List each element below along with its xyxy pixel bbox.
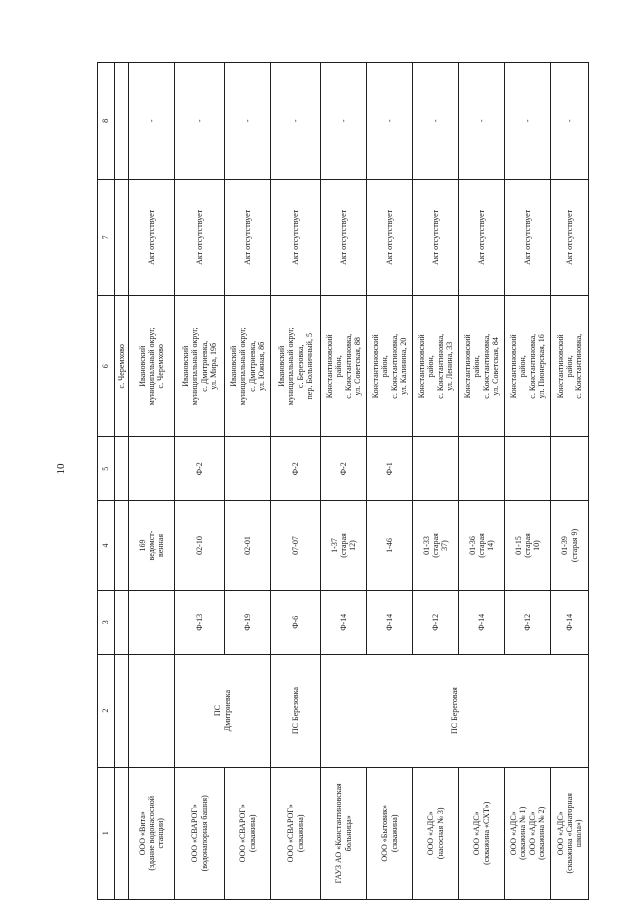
phase-cell: Ф-2 bbox=[321, 437, 367, 501]
phase-cell bbox=[505, 437, 551, 501]
column-number-row bbox=[98, 63, 115, 900]
note-cell: - bbox=[129, 63, 175, 180]
code-cell: 01-15 (старая 10) bbox=[505, 500, 551, 590]
table-row bbox=[459, 63, 505, 900]
column-number: 5 bbox=[98, 437, 115, 501]
note-cell: - bbox=[175, 63, 225, 180]
note-cell: - bbox=[505, 63, 551, 180]
code-cell: 1-37 (старая 12) bbox=[321, 500, 367, 590]
table-row bbox=[225, 63, 271, 900]
substation-cell: ПС Дмитриевка bbox=[175, 654, 271, 767]
address-cell: Константиновский район, с. Константиновка, ул. Ленина, 33 bbox=[413, 296, 459, 437]
feeder-cell: Ф-19 bbox=[225, 591, 271, 655]
code-cell: 02-01 bbox=[225, 500, 271, 590]
data-table-rotated bbox=[97, 62, 584, 900]
table-row bbox=[129, 63, 175, 900]
note-cell: - bbox=[271, 63, 321, 180]
table-row bbox=[321, 63, 367, 900]
act-cell: Акт отсутствует bbox=[175, 179, 225, 296]
column-number: 4 bbox=[98, 500, 115, 590]
feeder-cell: Ф-14 bbox=[459, 591, 505, 655]
act-cell: Акт отсутствует bbox=[271, 179, 321, 296]
note-cell: - bbox=[551, 63, 589, 180]
act-cell: Акт отсутствует bbox=[551, 179, 589, 296]
phase-cell: Ф-1 bbox=[367, 437, 413, 501]
column-number: 2 bbox=[98, 654, 115, 767]
act-cell: Акт отсутствует bbox=[459, 179, 505, 296]
note-cell: - bbox=[413, 63, 459, 180]
address-cell: Ивановский муниципальный округ, с. Березовка, пер. Больничный, 5 bbox=[271, 296, 321, 437]
act-cell: Акт отсутствует bbox=[225, 179, 271, 296]
table-row bbox=[271, 63, 321, 900]
code-cell: 1-46 bbox=[367, 500, 413, 590]
org-cell: ООО «АДС» (скважина № 1) ООО «АДС» (скважина № 2) bbox=[505, 767, 551, 899]
table-row bbox=[175, 63, 225, 900]
phase-cell bbox=[413, 437, 459, 501]
feeder-cell: Ф-13 bbox=[175, 591, 225, 655]
table-row bbox=[551, 63, 589, 900]
table-row bbox=[367, 63, 413, 900]
phase-cell bbox=[225, 437, 271, 501]
address-cell: Константиновский район, с. Константиновка, ул. Калинина, 20 bbox=[367, 296, 413, 437]
continuation-row bbox=[115, 63, 129, 900]
data-table bbox=[97, 62, 589, 900]
address-cell: Константиновский район, с. Константиновка, ул. Советская, 84 bbox=[459, 296, 505, 437]
feeder-cell: Ф-12 bbox=[505, 591, 551, 655]
org-cell: ООО «Вита» (здание водонасосной станции) bbox=[129, 767, 175, 899]
address-cell: Константиновский район, с. Константиновка, bbox=[551, 296, 589, 437]
phase-cell bbox=[551, 437, 589, 501]
org-cell: ГАУЗ АО «Константиновская больница» bbox=[321, 767, 367, 899]
substation-cell: ПС Березовка bbox=[271, 654, 321, 767]
phase-cell: Ф-2 bbox=[175, 437, 225, 501]
act-cell: Акт отсутствует bbox=[367, 179, 413, 296]
org-cell: ООО «АДС» (скважина «Санаторная школа») bbox=[551, 767, 589, 899]
continued-locality: с. Черемхово bbox=[115, 296, 129, 437]
column-number: 3 bbox=[98, 591, 115, 655]
note-cell: - bbox=[459, 63, 505, 180]
org-cell: ООО «АДС» (насосная № 3) bbox=[413, 767, 459, 899]
feeder-cell: Ф-14 bbox=[551, 591, 589, 655]
note-cell: - bbox=[225, 63, 271, 180]
address-cell: Ивановский муниципальный округ, с. Черемхово bbox=[129, 296, 175, 437]
substation-cell: ПС Береговая bbox=[321, 654, 589, 767]
code-cell: 01-36 (старая 14) bbox=[459, 500, 505, 590]
org-cell: ООО «СВАРОГ» (скважина) bbox=[225, 767, 271, 899]
phase-cell bbox=[129, 437, 175, 501]
column-number: 1 bbox=[98, 767, 115, 899]
table-row bbox=[505, 63, 551, 900]
note-cell: - bbox=[321, 63, 367, 180]
table-row bbox=[413, 63, 459, 900]
feeder-cell: Ф-12 bbox=[413, 591, 459, 655]
act-cell: Акт отсутствует bbox=[129, 179, 175, 296]
code-cell: 01-39 (старая 9) bbox=[551, 500, 589, 590]
address-cell: Ивановский муниципальный округ, с. Дмитриевка, ул. Южная, 8б bbox=[225, 296, 271, 437]
act-cell: Акт отсутствует bbox=[321, 179, 367, 296]
code-cell: 169 ведомст- венная bbox=[129, 500, 175, 590]
address-cell: Ивановский муниципальный округ, с. Дмитриевка, ул. Мира, 19б bbox=[175, 296, 225, 437]
code-cell: 02-10 bbox=[175, 500, 225, 590]
feeder-cell bbox=[129, 591, 175, 655]
column-number: 7 bbox=[98, 179, 115, 296]
page-number: 10 bbox=[55, 463, 67, 475]
feeder-cell: Ф-14 bbox=[321, 591, 367, 655]
org-cell: ООО «Бытовик» (скважина) bbox=[367, 767, 413, 899]
address-cell: Константиновский район, с. Константиновка, ул. Советская, 88 bbox=[321, 296, 367, 437]
address-cell: Константиновский район, с. Константиновка, ул. Пионерская, 16 bbox=[505, 296, 551, 437]
act-cell: Акт отсутствует bbox=[505, 179, 551, 296]
org-cell: ООО «СВАРОГ» (водонапорная башня) bbox=[175, 767, 225, 899]
feeder-cell: Ф-14 bbox=[367, 591, 413, 655]
phase-cell: Ф-2 bbox=[271, 437, 321, 501]
org-cell: ООО «СВАРОГ» (скважина) bbox=[271, 767, 321, 899]
code-cell: 07-07 bbox=[271, 500, 321, 590]
org-cell: ООО «АДС» (скважина «СХТ») bbox=[459, 767, 505, 899]
feeder-cell: Ф-6 bbox=[271, 591, 321, 655]
note-cell: - bbox=[367, 63, 413, 180]
act-cell: Акт отсутствует bbox=[413, 179, 459, 296]
column-number: 6 bbox=[98, 296, 115, 437]
column-number: 8 bbox=[98, 63, 115, 180]
code-cell: 01-33 (старая 37) bbox=[413, 500, 459, 590]
phase-cell bbox=[459, 437, 505, 501]
